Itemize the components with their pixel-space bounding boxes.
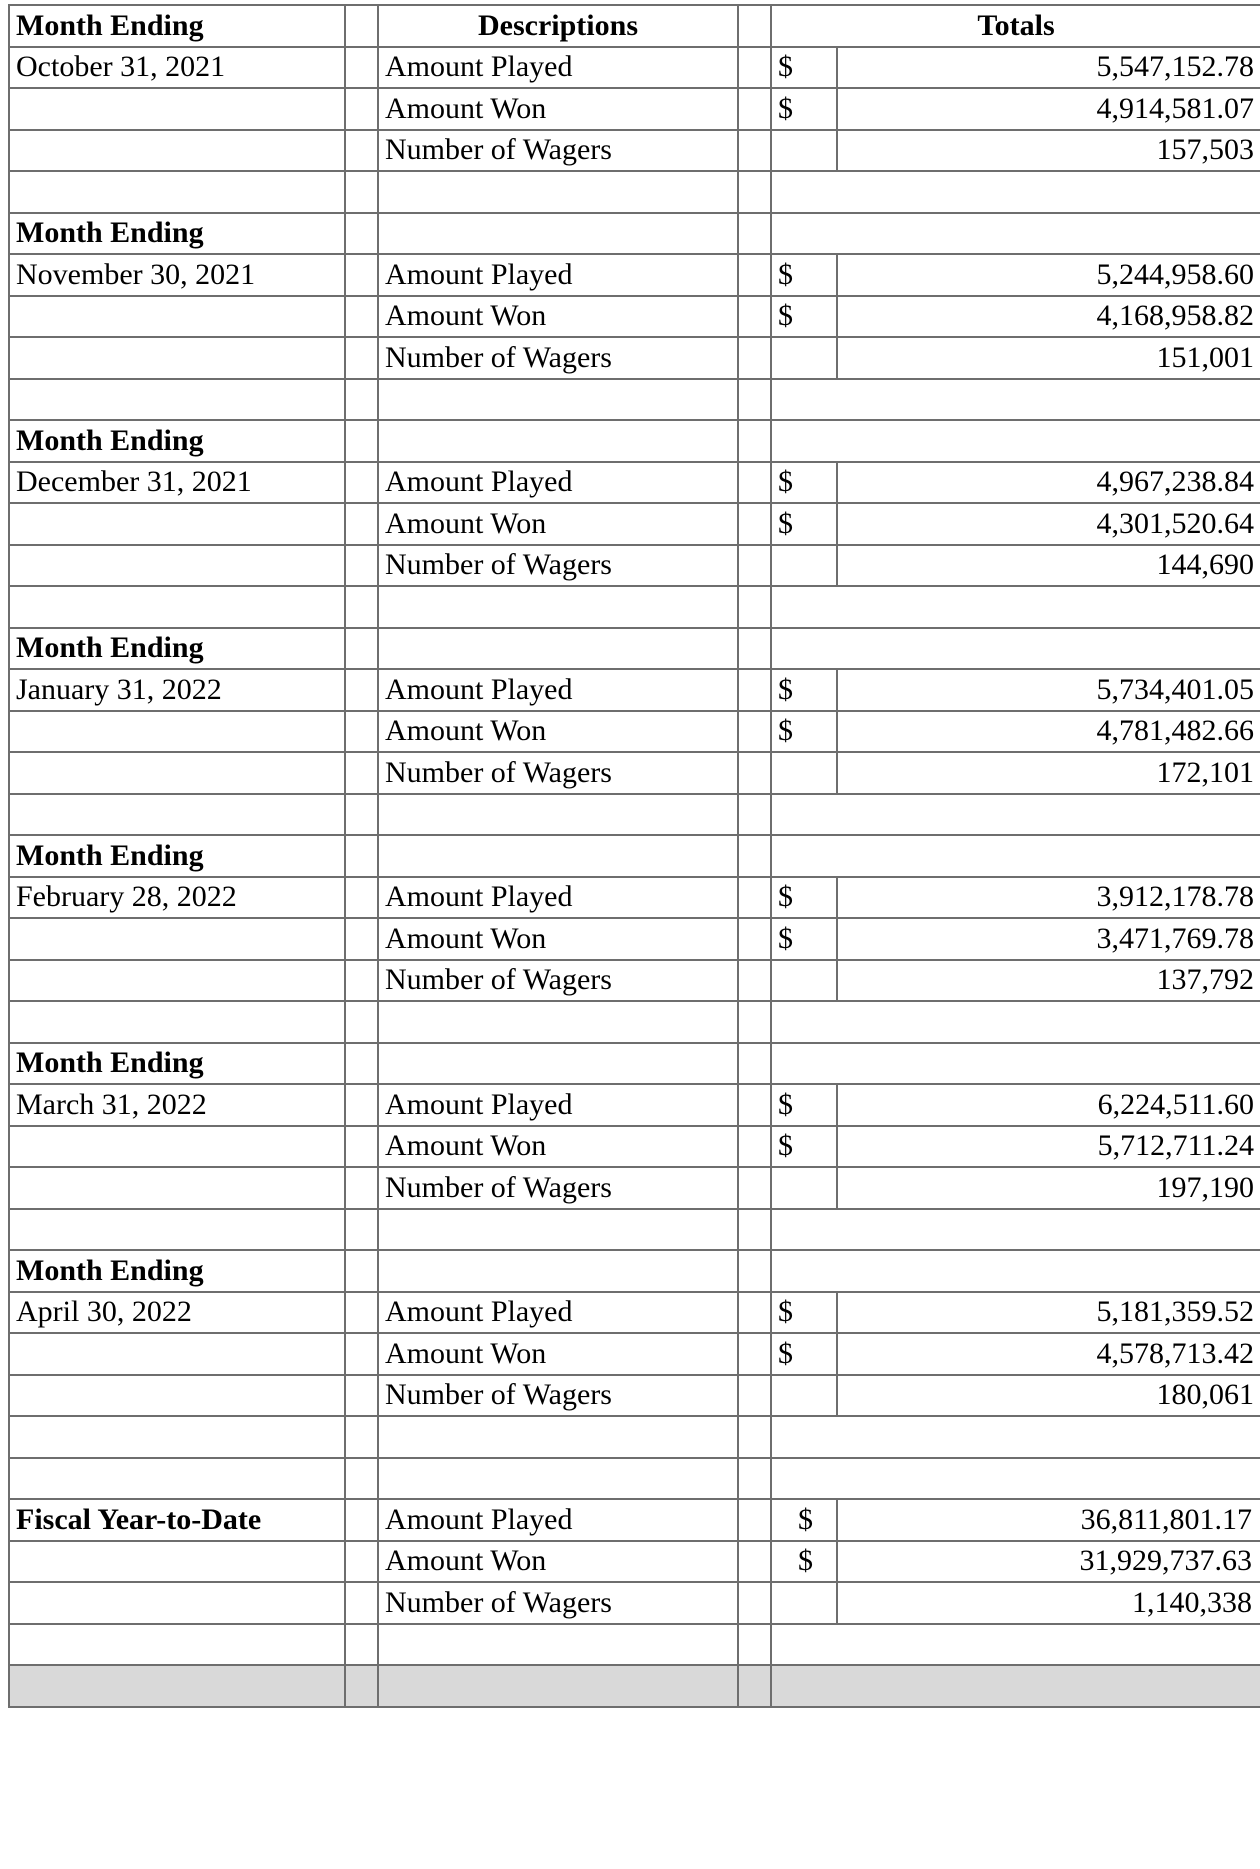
blank-cell — [771, 1416, 1260, 1458]
currency-symbol: $ — [771, 1541, 837, 1583]
description-cell: Amount Won — [378, 296, 738, 338]
blank-cell — [771, 1665, 1260, 1707]
spacer-cell — [738, 337, 771, 379]
currency-symbol: $ — [771, 254, 837, 296]
blank-row — [9, 1001, 1260, 1043]
spacer-cell — [345, 794, 378, 836]
total-value: 5,734,401.05 — [837, 669, 1260, 711]
month-cell: January 31, 2022 — [9, 669, 345, 711]
spacer-cell — [738, 711, 771, 753]
month-cell: November 30, 2021 — [9, 254, 345, 296]
spacer-cell — [738, 960, 771, 1002]
spacer-cell — [345, 1333, 378, 1375]
section-label-row — [9, 1043, 1260, 1085]
blank-cell — [378, 835, 738, 877]
spacer-cell — [738, 877, 771, 919]
spacer-cell — [345, 1624, 378, 1666]
blank-cell — [9, 794, 345, 836]
currency-symbol — [771, 960, 837, 1002]
spacer-cell — [738, 503, 771, 545]
total-value: 151,001 — [837, 337, 1260, 379]
spacer-cell — [345, 337, 378, 379]
data-row — [9, 877, 1260, 919]
blank-cell — [378, 628, 738, 670]
total-value: 6,224,511.60 — [837, 1084, 1260, 1126]
blank-cell — [378, 1416, 738, 1458]
spacer-cell — [345, 420, 378, 462]
data-row — [9, 254, 1260, 296]
data-row — [9, 1333, 1260, 1375]
month-ending-label: Month Ending — [9, 1043, 345, 1085]
month-ending-label: Month Ending — [9, 1250, 345, 1292]
data-row — [9, 752, 1260, 794]
spacer-cell — [345, 1458, 378, 1500]
spacer-cell — [738, 545, 771, 587]
spacer-cell — [345, 1541, 378, 1583]
data-row — [9, 1375, 1260, 1417]
blank-row — [9, 1416, 1260, 1458]
total-value: 31,929,737.63 — [837, 1541, 1260, 1583]
spacer-cell — [738, 254, 771, 296]
section-label-row — [9, 628, 1260, 670]
blank-cell — [9, 379, 345, 421]
description-cell: Amount Played — [378, 1292, 738, 1334]
description-cell: Number of Wagers — [378, 1167, 738, 1209]
blank-cell — [771, 1458, 1260, 1500]
total-value: 4,578,713.42 — [837, 1333, 1260, 1375]
currency-symbol: $ — [771, 296, 837, 338]
currency-symbol: $ — [771, 503, 837, 545]
data-row — [9, 503, 1260, 545]
total-value: 197,190 — [837, 1167, 1260, 1209]
description-cell: Amount Played — [378, 877, 738, 919]
total-value: 172,101 — [837, 752, 1260, 794]
spacer-cell — [345, 835, 378, 877]
blank-cell — [9, 171, 345, 213]
spacer-cell — [738, 88, 771, 130]
spacer-cell — [738, 752, 771, 794]
blank-cell — [378, 1001, 738, 1043]
currency-symbol: $ — [771, 1499, 837, 1541]
blank-cell — [378, 420, 738, 462]
spacer-cell — [738, 1541, 771, 1583]
spacer-cell — [738, 1665, 771, 1707]
spacer-cell — [345, 5, 378, 47]
currency-symbol — [771, 337, 837, 379]
spacer-cell — [345, 711, 378, 753]
description-cell: Number of Wagers — [378, 545, 738, 587]
month-cell: April 30, 2022 — [9, 1292, 345, 1334]
spacer-cell — [345, 213, 378, 255]
spacer-cell — [738, 628, 771, 670]
currency-symbol: $ — [771, 1292, 837, 1334]
data-row — [9, 1126, 1260, 1168]
spacer-cell — [345, 877, 378, 919]
description-cell: Amount Played — [378, 1499, 738, 1541]
description-cell: Number of Wagers — [378, 130, 738, 172]
spacer-cell — [345, 1167, 378, 1209]
data-row — [9, 462, 1260, 504]
section-label-row — [9, 1250, 1260, 1292]
blank-row — [9, 794, 1260, 836]
blank-cell — [771, 628, 1260, 670]
month-cell: October 31, 2021 — [9, 47, 345, 89]
currency-symbol — [771, 752, 837, 794]
data-row — [9, 88, 1260, 130]
total-value: 5,244,958.60 — [837, 254, 1260, 296]
totals-header: Totals — [771, 5, 1260, 47]
month-cell — [9, 960, 345, 1002]
month-cell: Fiscal Year-to-Date — [9, 1499, 345, 1541]
month-ending-label: Month Ending — [9, 213, 345, 255]
spacer-cell — [738, 835, 771, 877]
spacer-cell — [738, 1499, 771, 1541]
month-cell — [9, 752, 345, 794]
month-cell — [9, 1541, 345, 1583]
description-cell: Number of Wagers — [378, 752, 738, 794]
data-row — [9, 130, 1260, 172]
spreadsheet — [8, 4, 1260, 1708]
blank-cell — [378, 794, 738, 836]
blank-cell — [771, 1001, 1260, 1043]
data-row — [9, 1541, 1260, 1583]
description-cell: Amount Played — [378, 47, 738, 89]
spacer-cell — [738, 1084, 771, 1126]
month-cell: December 31, 2021 — [9, 462, 345, 504]
month-cell: February 28, 2022 — [9, 877, 345, 919]
total-value: 4,301,520.64 — [837, 503, 1260, 545]
spacer-cell — [738, 1624, 771, 1666]
month-cell — [9, 130, 345, 172]
description-cell: Amount Won — [378, 503, 738, 545]
description-cell: Amount Won — [378, 918, 738, 960]
blank-cell — [771, 1624, 1260, 1666]
blank-cell — [771, 171, 1260, 213]
spacer-cell — [738, 918, 771, 960]
spacer-cell — [738, 5, 771, 47]
total-value: 5,547,152.78 — [837, 47, 1260, 89]
currency-symbol — [771, 545, 837, 587]
section-label-row — [9, 213, 1260, 255]
total-value: 5,181,359.52 — [837, 1292, 1260, 1334]
spacer-cell — [345, 918, 378, 960]
spacer-cell — [738, 462, 771, 504]
month-cell — [9, 1126, 345, 1168]
blank-row — [9, 1209, 1260, 1251]
spacer-cell — [738, 1167, 771, 1209]
spacer-cell — [738, 296, 771, 338]
spacer-cell — [738, 1458, 771, 1500]
data-row — [9, 1582, 1260, 1624]
spacer-cell — [738, 213, 771, 255]
month-cell — [9, 711, 345, 753]
spacer-cell — [345, 1126, 378, 1168]
spacer-cell — [345, 1250, 378, 1292]
data-row — [9, 337, 1260, 379]
spacer-cell — [738, 1416, 771, 1458]
blank-cell — [771, 1043, 1260, 1085]
currency-symbol: $ — [771, 1333, 837, 1375]
spacer-cell — [345, 1582, 378, 1624]
spacer-cell — [345, 379, 378, 421]
table-body — [9, 5, 1260, 1707]
blank-cell — [771, 213, 1260, 255]
month-cell — [9, 337, 345, 379]
blank-row — [9, 379, 1260, 421]
data-row — [9, 1292, 1260, 1334]
spacer-cell — [738, 1209, 771, 1251]
month-ending-label: Month Ending — [9, 628, 345, 670]
total-value: 144,690 — [837, 545, 1260, 587]
total-value: 5,712,711.24 — [837, 1126, 1260, 1168]
month-cell — [9, 503, 345, 545]
spacer-cell — [738, 420, 771, 462]
spacer-cell — [345, 1665, 378, 1707]
data-row — [9, 960, 1260, 1002]
data-row — [9, 1499, 1260, 1541]
blank-row — [9, 1624, 1260, 1666]
data-row — [9, 47, 1260, 89]
total-value: 3,471,769.78 — [837, 918, 1260, 960]
blank-cell — [9, 1665, 345, 1707]
blank-row — [9, 586, 1260, 628]
blank-cell — [771, 586, 1260, 628]
total-value: 4,168,958.82 — [837, 296, 1260, 338]
blank-row — [9, 1458, 1260, 1500]
description-cell: Number of Wagers — [378, 337, 738, 379]
spacer-cell — [345, 669, 378, 711]
blank-cell — [378, 171, 738, 213]
total-value: 157,503 — [837, 130, 1260, 172]
description-cell: Amount Won — [378, 1126, 738, 1168]
month-cell — [9, 545, 345, 587]
total-value: 4,967,238.84 — [837, 462, 1260, 504]
spacer-cell — [345, 1209, 378, 1251]
total-value: 180,061 — [837, 1375, 1260, 1417]
total-value: 137,792 — [837, 960, 1260, 1002]
currency-symbol: $ — [771, 462, 837, 504]
total-value: 36,811,801.17 — [837, 1499, 1260, 1541]
blank-cell — [771, 1209, 1260, 1251]
description-cell: Number of Wagers — [378, 960, 738, 1002]
spacer-cell — [738, 669, 771, 711]
spacer-cell — [345, 1001, 378, 1043]
spacer-cell — [345, 171, 378, 213]
blank-cell — [771, 835, 1260, 877]
description-cell: Amount Played — [378, 254, 738, 296]
spacer-cell — [738, 379, 771, 421]
section-label-row — [9, 835, 1260, 877]
month-ending-label: Month Ending — [9, 835, 345, 877]
spacer-cell — [345, 1043, 378, 1085]
blank-cell — [378, 1624, 738, 1666]
spacer-cell — [738, 1292, 771, 1334]
currency-symbol: $ — [771, 711, 837, 753]
blank-row — [9, 1665, 1260, 1707]
spacer-cell — [738, 1333, 771, 1375]
description-cell: Amount Played — [378, 669, 738, 711]
spacer-cell — [738, 47, 771, 89]
spacer-cell — [738, 1001, 771, 1043]
spacer-cell — [345, 47, 378, 89]
header-row — [9, 5, 1260, 47]
month-cell — [9, 1582, 345, 1624]
blank-cell — [9, 1624, 345, 1666]
spacer-cell — [738, 130, 771, 172]
month-cell — [9, 296, 345, 338]
total-value: 1,140,338 — [837, 1582, 1260, 1624]
month-cell — [9, 1167, 345, 1209]
spacer-cell — [345, 462, 378, 504]
spacer-cell — [738, 171, 771, 213]
spacer-cell — [345, 545, 378, 587]
month-cell: March 31, 2022 — [9, 1084, 345, 1126]
spacer-cell — [345, 1292, 378, 1334]
spacer-cell — [345, 1416, 378, 1458]
total-value: 4,781,482.66 — [837, 711, 1260, 753]
data-row — [9, 296, 1260, 338]
currency-symbol: $ — [771, 88, 837, 130]
blank-row — [9, 171, 1260, 213]
blank-cell — [9, 1209, 345, 1251]
spacer-cell — [738, 1043, 771, 1085]
wagering-table — [8, 4, 1260, 1708]
currency-symbol: $ — [771, 669, 837, 711]
spacer-cell — [345, 296, 378, 338]
month-cell — [9, 1333, 345, 1375]
spacer-cell — [345, 752, 378, 794]
data-row — [9, 1084, 1260, 1126]
currency-symbol: $ — [771, 1126, 837, 1168]
total-value: 3,912,178.78 — [837, 877, 1260, 919]
spacer-cell — [738, 1250, 771, 1292]
description-cell: Amount Won — [378, 1333, 738, 1375]
descriptions-header: Descriptions — [378, 5, 738, 47]
blank-cell — [378, 213, 738, 255]
month-ending-label: Month Ending — [9, 420, 345, 462]
blank-cell — [771, 379, 1260, 421]
spacer-cell — [345, 1084, 378, 1126]
month-cell — [9, 88, 345, 130]
spacer-cell — [345, 88, 378, 130]
blank-cell — [378, 1665, 738, 1707]
blank-cell — [771, 1250, 1260, 1292]
description-cell: Amount Won — [378, 88, 738, 130]
blank-cell — [378, 1250, 738, 1292]
month-cell — [9, 1375, 345, 1417]
month-ending-header: Month Ending — [9, 5, 345, 47]
spacer-cell — [738, 1375, 771, 1417]
description-cell: Amount Played — [378, 462, 738, 504]
data-row — [9, 669, 1260, 711]
data-row — [9, 1167, 1260, 1209]
spacer-cell — [738, 586, 771, 628]
currency-symbol — [771, 1582, 837, 1624]
spacer-cell — [345, 254, 378, 296]
blank-cell — [378, 379, 738, 421]
data-row — [9, 711, 1260, 753]
blank-cell — [378, 1209, 738, 1251]
spacer-cell — [345, 1499, 378, 1541]
section-label-row — [9, 420, 1260, 462]
spacer-cell — [345, 503, 378, 545]
spacer-cell — [738, 1126, 771, 1168]
blank-cell — [9, 1458, 345, 1500]
spacer-cell — [345, 1375, 378, 1417]
blank-cell — [771, 794, 1260, 836]
description-cell: Number of Wagers — [378, 1375, 738, 1417]
currency-symbol — [771, 1167, 837, 1209]
description-cell: Amount Won — [378, 1541, 738, 1583]
month-cell — [9, 918, 345, 960]
blank-cell — [9, 1001, 345, 1043]
description-cell: Number of Wagers — [378, 1582, 738, 1624]
data-row — [9, 545, 1260, 587]
blank-cell — [9, 586, 345, 628]
total-value: 4,914,581.07 — [837, 88, 1260, 130]
spacer-cell — [345, 960, 378, 1002]
currency-symbol: $ — [771, 47, 837, 89]
currency-symbol — [771, 130, 837, 172]
description-cell: Amount Played — [378, 1084, 738, 1126]
blank-cell — [378, 1458, 738, 1500]
spacer-cell — [738, 794, 771, 836]
spacer-cell — [345, 586, 378, 628]
currency-symbol — [771, 1375, 837, 1417]
blank-cell — [378, 1043, 738, 1085]
currency-symbol: $ — [771, 877, 837, 919]
description-cell: Amount Won — [378, 711, 738, 753]
blank-cell — [9, 1416, 345, 1458]
spacer-cell — [738, 1582, 771, 1624]
blank-cell — [771, 420, 1260, 462]
currency-symbol: $ — [771, 918, 837, 960]
currency-symbol: $ — [771, 1084, 837, 1126]
spacer-cell — [345, 130, 378, 172]
blank-cell — [378, 586, 738, 628]
data-row — [9, 918, 1260, 960]
spacer-cell — [345, 628, 378, 670]
